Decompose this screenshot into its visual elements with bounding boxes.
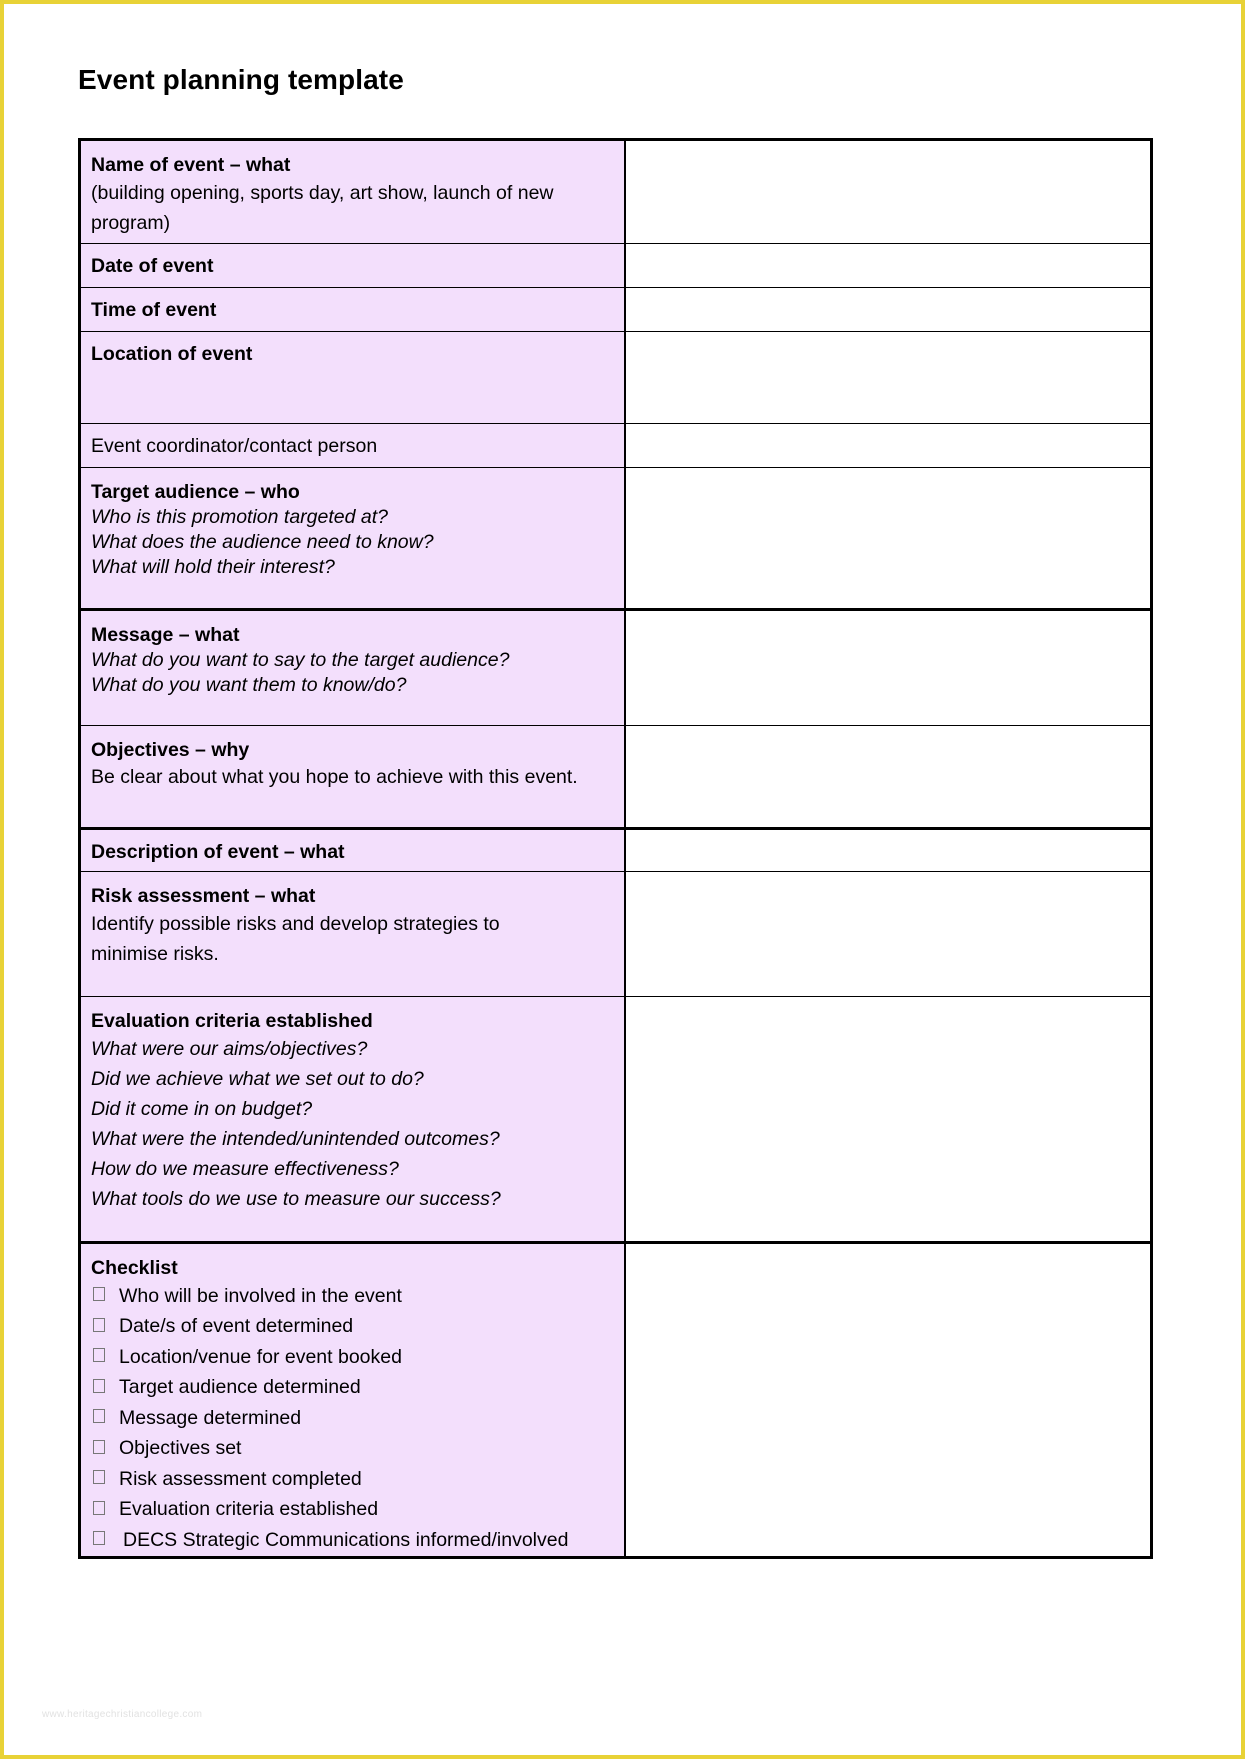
table-row-description xyxy=(80,829,1152,872)
row-heading: Name of event – what xyxy=(91,154,291,176)
label-cell xyxy=(80,872,625,997)
row-text: Be clear about what you hope to achieve with this event. xyxy=(91,766,578,788)
row-text: (building opening, sports day, art show, launch of new xyxy=(91,182,554,204)
checklist-item-label: Risk assessment completed xyxy=(119,1467,362,1490)
checklist-item xyxy=(91,1312,614,1343)
row-question: What do you want to say to the target audience? xyxy=(91,649,510,671)
row-text: minimise risks. xyxy=(91,943,219,965)
checklist-item-label: Evaluation criteria established xyxy=(119,1498,379,1521)
table-row-coordinator xyxy=(80,424,1152,468)
row-heading: Objectives – why xyxy=(91,739,250,761)
value-cell-evaluation-criteria[interactable] xyxy=(625,997,1152,1243)
value-cell-objectives[interactable] xyxy=(625,726,1152,829)
row-question: What will hold their interest? xyxy=(91,556,335,578)
table-row-message xyxy=(80,610,1152,726)
table-row-evaluation-criteria xyxy=(80,997,1152,1243)
row-heading: Target audience – who xyxy=(91,481,300,503)
row-heading: Risk assessment – what xyxy=(91,885,316,907)
checklist-item xyxy=(91,1403,614,1434)
row-question: What tools do we use to measure our success? xyxy=(91,1188,501,1210)
checklist-item xyxy=(91,1281,614,1312)
label-cell xyxy=(80,1243,625,1558)
row-question: Did it come in on budget? xyxy=(91,1098,313,1120)
checklist-item-label: Target audience determined xyxy=(119,1376,361,1399)
table-row-objectives xyxy=(80,726,1152,829)
value-cell-message[interactable] xyxy=(625,610,1152,726)
label-cell xyxy=(80,288,625,332)
label-cell xyxy=(80,140,625,244)
checkbox-icon[interactable] xyxy=(93,1440,105,1454)
row-heading: Date of event xyxy=(91,255,214,277)
label-cell xyxy=(80,726,625,829)
checkbox-icon[interactable] xyxy=(93,1409,105,1423)
row-question: What does the audience need to know? xyxy=(91,531,434,553)
value-cell-description[interactable] xyxy=(625,829,1152,872)
row-heading: Location of event xyxy=(91,343,253,365)
value-cell-checklist[interactable] xyxy=(625,1243,1152,1558)
checkbox-icon[interactable] xyxy=(93,1318,105,1332)
row-text: program) xyxy=(91,212,171,234)
value-cell-risk-assessment[interactable] xyxy=(625,872,1152,997)
row-heading: Message – what xyxy=(91,624,240,646)
value-cell-name-of-event[interactable] xyxy=(625,140,1152,244)
watermark-text: www.heritagechristiancollege.com xyxy=(42,1709,203,1720)
checklist-item xyxy=(91,1342,614,1373)
checklist-item xyxy=(91,1495,614,1526)
checklist-item-label: Message determined xyxy=(119,1406,302,1429)
table-row-checklist xyxy=(80,1243,1152,1558)
checkbox-icon[interactable] xyxy=(93,1379,105,1393)
table-row-target-audience xyxy=(80,468,1152,610)
checklist-item-label: Who will be involved in the event xyxy=(119,1284,402,1307)
row-question: What do you want them to know/do? xyxy=(91,674,407,696)
checkbox-icon[interactable] xyxy=(93,1348,105,1362)
checklist-item xyxy=(91,1525,614,1556)
event-planning-table xyxy=(78,138,1153,1559)
row-question: What were our aims/objectives? xyxy=(91,1038,368,1060)
checklist-item-label: DECS Strategic Communications informed/involved xyxy=(123,1528,569,1551)
row-question: Who is this promotion targeted at? xyxy=(91,506,388,528)
row-heading: Time of event xyxy=(91,299,217,321)
label-cell xyxy=(80,424,625,468)
row-question: How do we measure effectiveness? xyxy=(91,1158,399,1180)
checkbox-icon[interactable] xyxy=(93,1531,105,1545)
checklist-item-label: Date/s of event determined xyxy=(119,1315,354,1338)
checklist-item-label: Location/venue for event booked xyxy=(119,1345,402,1368)
row-text: Identify possible risks and develop strategies to xyxy=(91,913,500,935)
value-cell-date[interactable] xyxy=(625,244,1152,288)
table-row-risk-assessment xyxy=(80,872,1152,997)
label-cell xyxy=(80,997,625,1243)
checklist-item-label: Objectives set xyxy=(119,1437,242,1460)
label-cell xyxy=(80,468,625,610)
row-plain-label: Event coordinator/contact person xyxy=(91,435,378,457)
row-question: What were the intended/unintended outcomes? xyxy=(91,1128,500,1150)
label-cell xyxy=(80,610,625,726)
label-cell xyxy=(80,244,625,288)
page-title: Event planning template xyxy=(78,64,404,95)
checklist-item xyxy=(91,1434,614,1465)
row-heading: Checklist xyxy=(91,1257,178,1279)
value-cell-location[interactable] xyxy=(625,332,1152,424)
table-row-date xyxy=(80,244,1152,288)
checkbox-icon[interactable] xyxy=(93,1470,105,1484)
checkbox-icon[interactable] xyxy=(93,1287,105,1301)
checklist-item xyxy=(91,1464,614,1495)
table-row-name-of-event xyxy=(80,140,1152,244)
row-heading: Evaluation criteria established xyxy=(91,1010,373,1032)
table-row-time xyxy=(80,288,1152,332)
value-cell-time[interactable] xyxy=(625,288,1152,332)
row-heading: Description of event – what xyxy=(91,841,345,863)
checklist-item xyxy=(91,1373,614,1404)
table-row-location xyxy=(80,332,1152,424)
value-cell-target-audience[interactable] xyxy=(625,468,1152,610)
checkbox-icon[interactable] xyxy=(93,1501,105,1515)
value-cell-coordinator[interactable] xyxy=(625,424,1152,468)
label-cell xyxy=(80,332,625,424)
label-cell xyxy=(80,829,625,872)
row-question: Did we achieve what we set out to do? xyxy=(91,1068,424,1090)
checklist xyxy=(91,1281,614,1556)
